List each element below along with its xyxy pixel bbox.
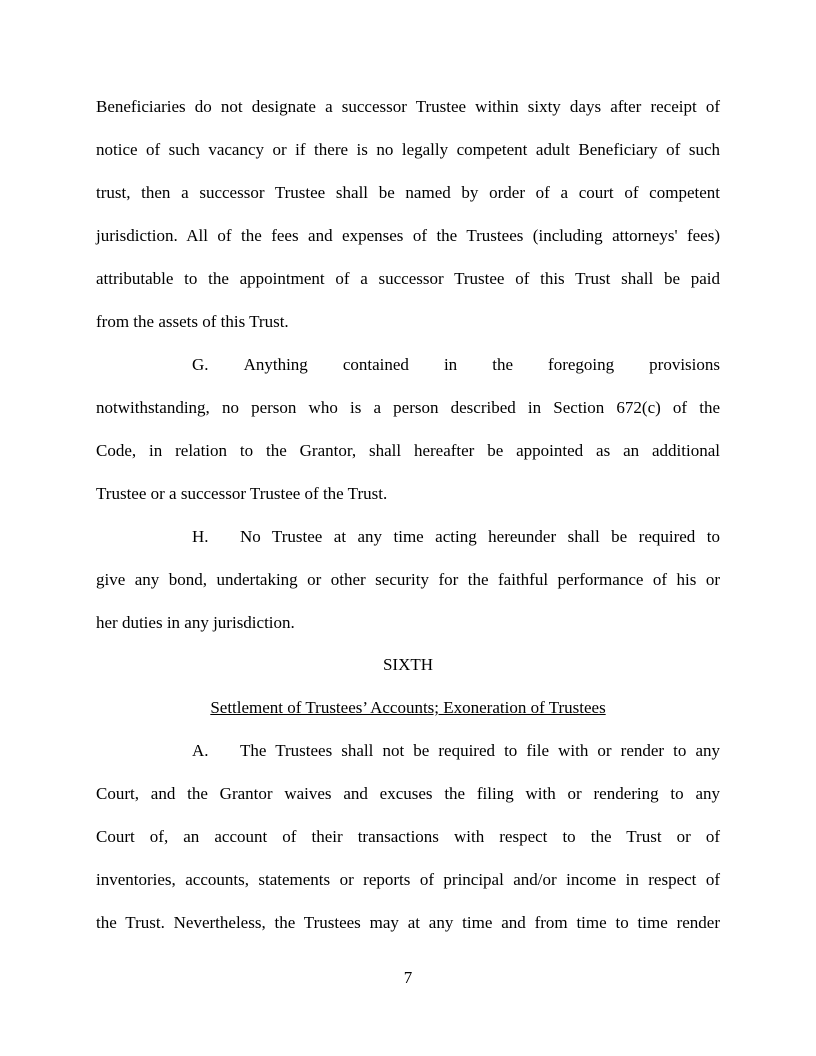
paragraph-f-line-2: notice of such vacancy or if there is no legally competent adult Beneficiary of such xyxy=(96,140,720,159)
paragraph-h-line-3: her duties in any jurisdiction. xyxy=(96,613,295,632)
paragraph-h-first-line-text: No Trustee at any time acting hereunder shall be required to xyxy=(240,527,720,546)
section-heading: SIXTH xyxy=(382,655,434,674)
paragraph-a-label: A. xyxy=(192,741,209,760)
paragraph-g-word: provisions xyxy=(649,355,720,374)
paragraph-g-word: in xyxy=(443,355,458,374)
paragraph-a-line-2: Court, and the Grantor waives and excuses the filing with or rendering to any xyxy=(96,784,720,803)
paragraph-f-line-5: attributable to the appointment of a successor Trustee of this Trust shall be paid xyxy=(96,269,720,288)
paragraph-g-line-4: Trustee or a successor Trustee of the Trust. xyxy=(96,484,388,503)
paragraph-h-first-line xyxy=(192,525,720,549)
paragraph-f-line-1: Beneficiaries do not designate a successor Trustee within sixty days after receipt of xyxy=(96,97,720,116)
paragraph-f-line-3: trust, then a successor Trustee shall be named by order of a court of competent xyxy=(96,183,720,202)
paragraph-g-word: the xyxy=(492,355,513,374)
section-subheading xyxy=(96,696,720,720)
paragraph-f-line-6: from the assets of this Trust. xyxy=(96,312,289,331)
paragraph-g-word: foregoing xyxy=(548,355,615,374)
paragraph-g-word: Anything xyxy=(243,355,308,374)
paragraph-a-first-line xyxy=(192,739,720,763)
paragraph-g-line-2: notwithstanding, no person who is a person described in Section 672(c) of the xyxy=(96,398,720,417)
paragraph-g-line-3: Code, in relation to the Grantor, shall hereafter be appointed as an additional xyxy=(96,441,720,460)
paragraph-a-line-4: inventories, accounts, statements or reports of principal and/or income in respect of xyxy=(96,870,720,889)
paragraph-h-line-2: give any bond, undertaking or other security for the faithful performance of his or xyxy=(96,570,720,589)
paragraph-a-line-5: the Trust. Nevertheless, the Trustees may at any time and from time to time render xyxy=(96,913,720,932)
paragraph-f-line-4: jurisdiction. All of the fees and expenses of the Trustees (including attorneys' fees) xyxy=(96,226,720,245)
paragraph-h-label: H. xyxy=(192,527,209,546)
paragraph-g-first-line xyxy=(192,353,720,377)
page-number: 7 xyxy=(403,968,413,987)
section-subheading-text: Settlement of Trustees’ Accounts; Exoneration of Trustees xyxy=(210,698,606,717)
paragraph-a-first-line-text: The Trustees shall not be required to file with or render to any xyxy=(240,741,720,760)
paragraph-g-label: G. xyxy=(192,355,209,374)
paragraph-g-word: contained xyxy=(342,355,409,374)
paragraph-a-line-3: Court of, an account of their transactions with respect to the Trust or of xyxy=(96,827,720,846)
